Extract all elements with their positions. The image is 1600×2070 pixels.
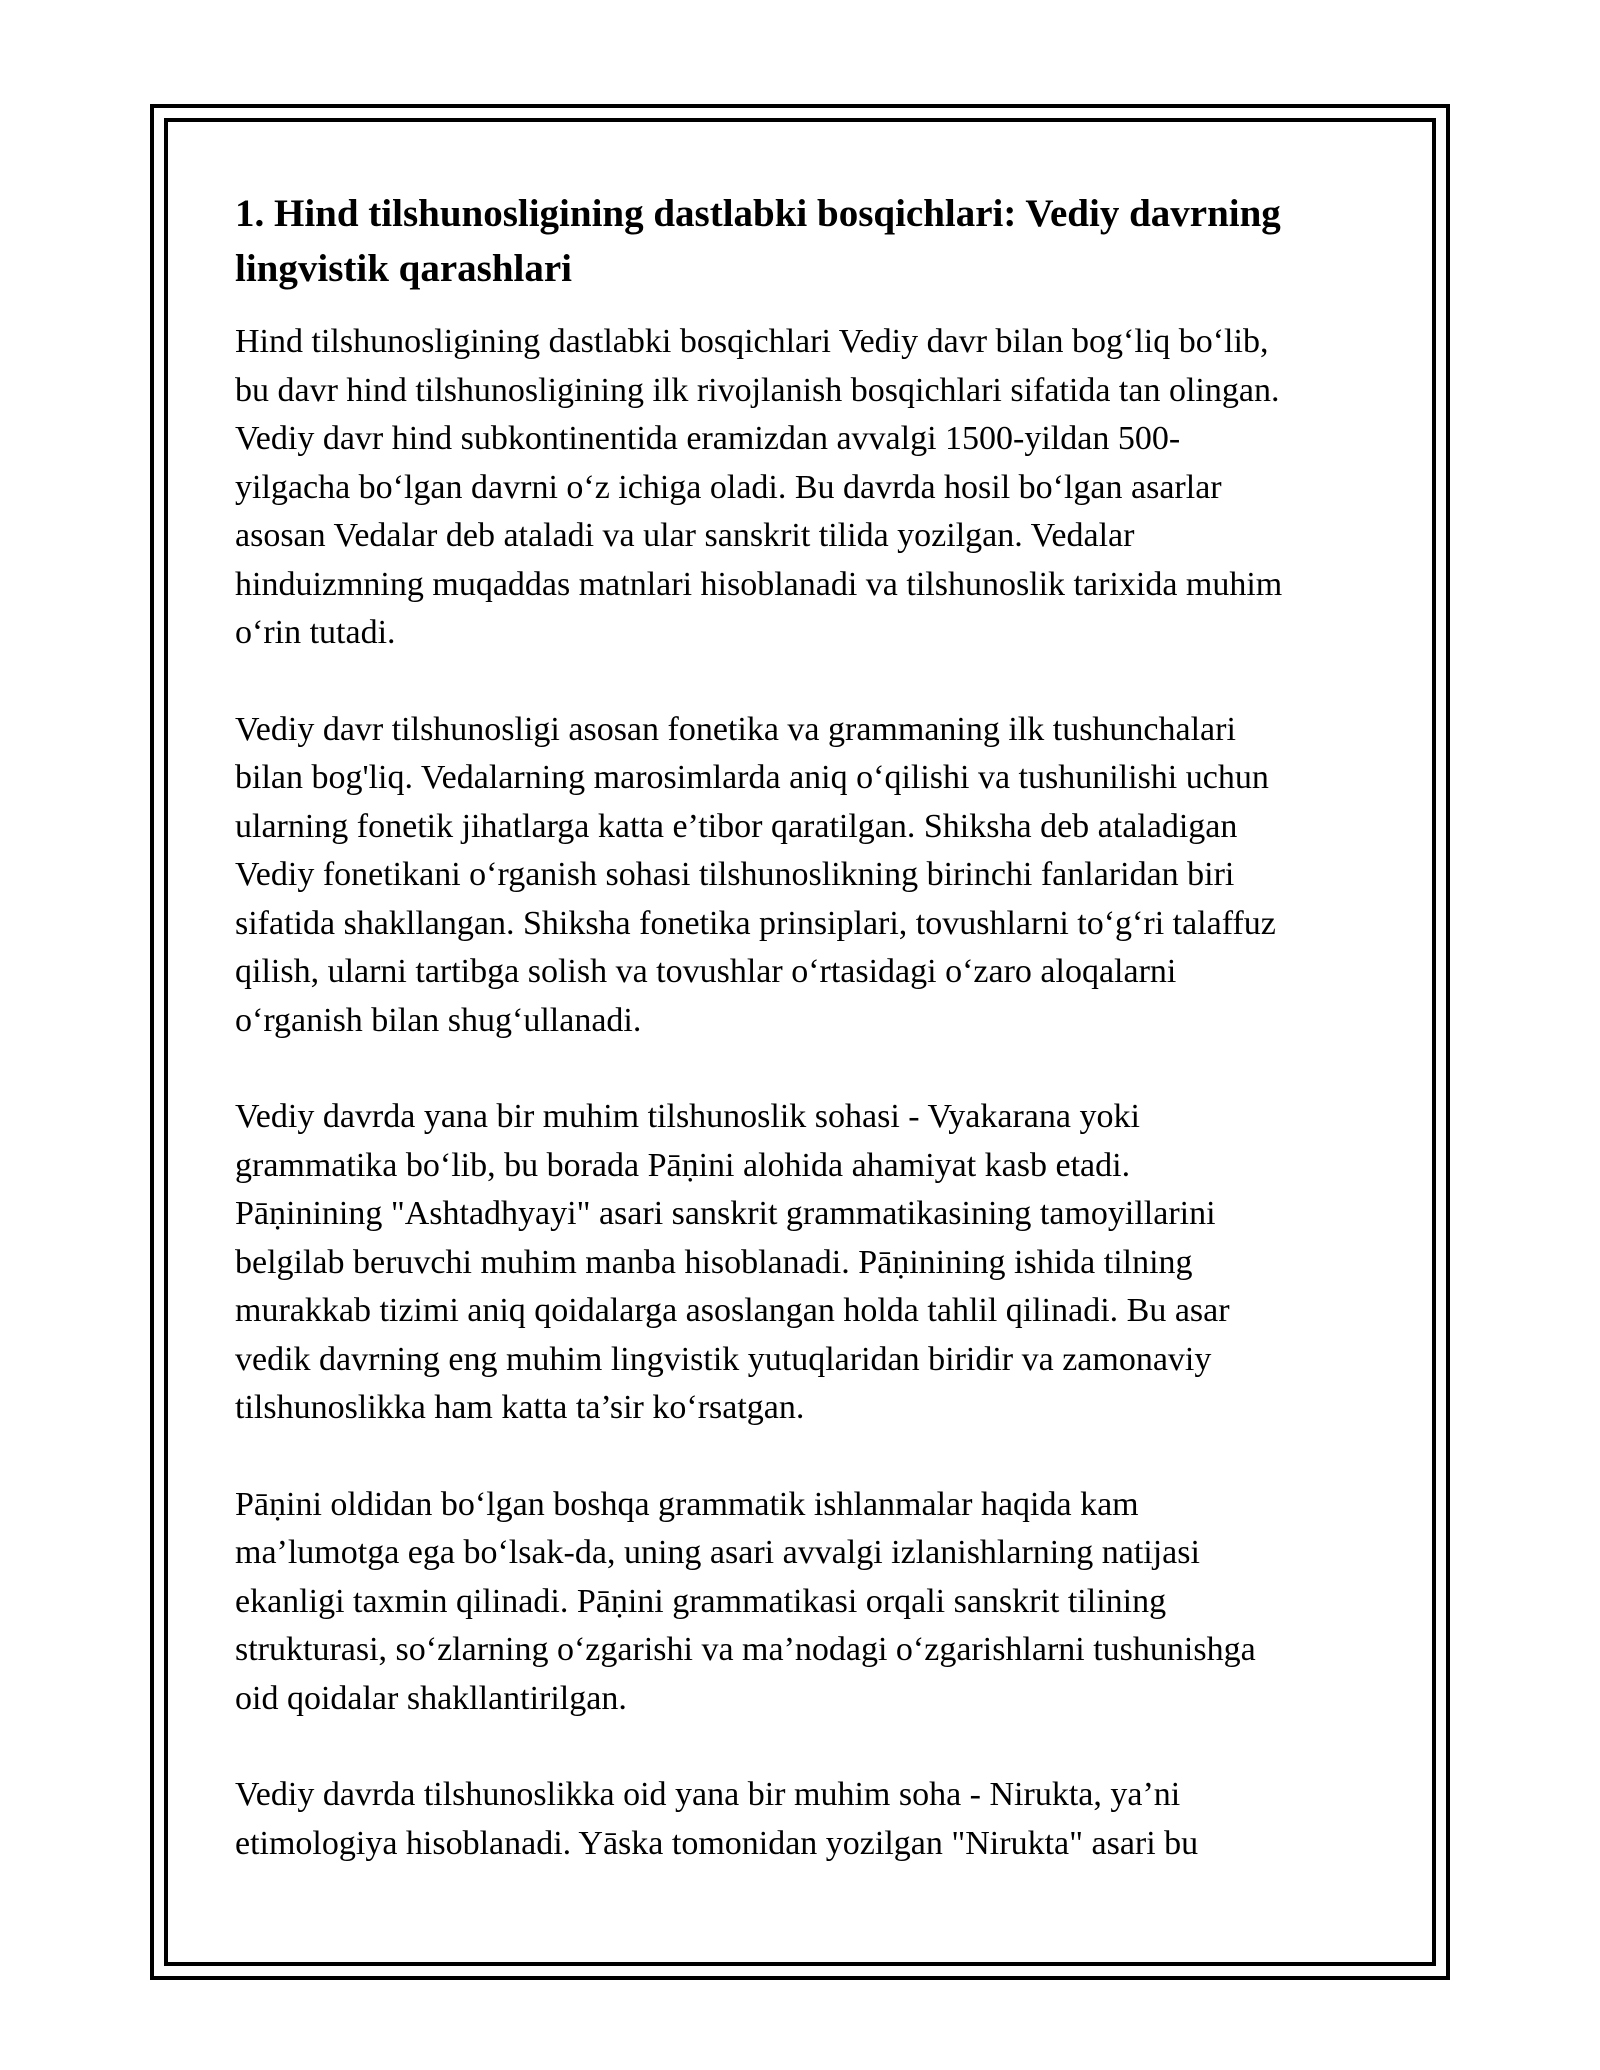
text-line: Vediy davrda tilshunoslikka oid yana bir muhim soha - Nirukta, ya’ni — [235, 1776, 1181, 1813]
text-line: strukturasi, so‘zlarning o‘zgarishi va ma’nodagi o‘zgarishlarni tushunishga — [235, 1631, 1256, 1668]
text-line: Pāṇinining "Ashtadhyayi" asari sanskrit grammatikasining tamoyillarini — [235, 1195, 1216, 1232]
text-line: bilan bog'liq. Vedalarning marosimlarda aniq o‘qilishi va tushunilishi uchun — [235, 759, 1269, 796]
text-line: Vediy davrda yana bir muhim tilshunoslik sohasi - Vyakarana yoki — [235, 1098, 1140, 1135]
text-line: o‘rin tutadi. — [235, 614, 396, 651]
text-line: belgilab beruvchi muhim manba hisoblanadi. Pāṇinining ishida tilning — [235, 1243, 1193, 1281]
document-body — [235, 186, 1375, 1916]
text-line: Hind tilshunosligining dastlabki bosqichlari Vediy davr bilan bog‘liq bo‘lib, — [235, 323, 1269, 360]
text-line: ma’lumotga ega bo‘lsak-da, uning asari avvalgi izlanishlarning natijasi — [235, 1534, 1200, 1571]
text-line: qilish, ularni tartibga solish va tovushlar o‘rtasidagi o‘zaro aloqalarni — [235, 953, 1177, 990]
text-line: oid qoidalar shakllantirilgan. — [235, 1679, 627, 1717]
paragraph-5 — [235, 1771, 1375, 1868]
text-line: yilgacha bo‘lgan davrni o‘z ichiga oladi. Bu davrda hosil bo‘lgan asarlar — [235, 468, 1222, 506]
text-line: Vediy davr hind subkontinentida eramizdan avvalgi 1500-yildan 500- — [235, 420, 1181, 457]
text-line: etimologiya hisoblanadi. Yāska tomonidan yozilgan "Nirukta" asari bu — [235, 1824, 1199, 1862]
text-line: ekanligi taxmin qilinadi. Pāṇini grammatikasi orqali sanskrit tilining — [235, 1582, 1167, 1620]
text-line: bu davr hind tilshunosligining ilk rivojlanish bosqichlari sifatida tan olingan. — [235, 371, 1280, 409]
text-line: ularning fonetik jihatlarga katta e’tibor qaratilgan. Shiksha deb ataladigan — [235, 807, 1238, 845]
text-line: vedik davrning eng muhim lingvistik yutuqlaridan biridir va zamonaviy — [235, 1340, 1212, 1378]
text-line: o‘rganish bilan shug‘ullanadi. — [235, 1001, 642, 1039]
paragraph-3 — [235, 1093, 1375, 1433]
paragraph-4 — [235, 1481, 1375, 1724]
text-line: hinduizmning muqaddas matnlari hisoblanadi va tilshunoslik tarixida muhim — [235, 565, 1283, 603]
paragraph-1 — [235, 318, 1375, 658]
text-line: grammatika bo‘lib, bu borada Pāṇini alohida ahamiyat kasb etadi. — [235, 1146, 1131, 1184]
text-line: Vediy fonetikani o‘rganish sohasi tilshunoslikning birinchi fanlaridan biri — [235, 856, 1235, 893]
text-line: Pāṇini oldidan bo‘lgan boshqa grammatik ishlanmalar haqida kam — [235, 1485, 1139, 1523]
text-line: murakkab tizimi aniq qoidalarga asoslangan holda tahlil qilinadi. Bu asar — [235, 1292, 1230, 1329]
text-line: Vediy davr tilshunosligi asosan fonetika va grammaning ilk tushunchalari — [235, 710, 1236, 748]
section-heading: 1. Hind tilshunosligining dastlabki bosqichlari: Vediy davrning lingvistik qarashlari — [235, 192, 1281, 290]
text-line: tilshunoslikka ham katta ta’sir ko‘rsatgan. — [235, 1389, 805, 1426]
text-line: asosan Vedalar deb ataladi va ular sanskrit tilida yozilgan. Vedalar — [235, 517, 1135, 554]
paragraph-2 — [235, 706, 1375, 1046]
text-line: sifatida shakllangan. Shiksha fonetika prinsiplari, tovushlarni to‘g‘ri talaffuz — [235, 904, 1276, 942]
